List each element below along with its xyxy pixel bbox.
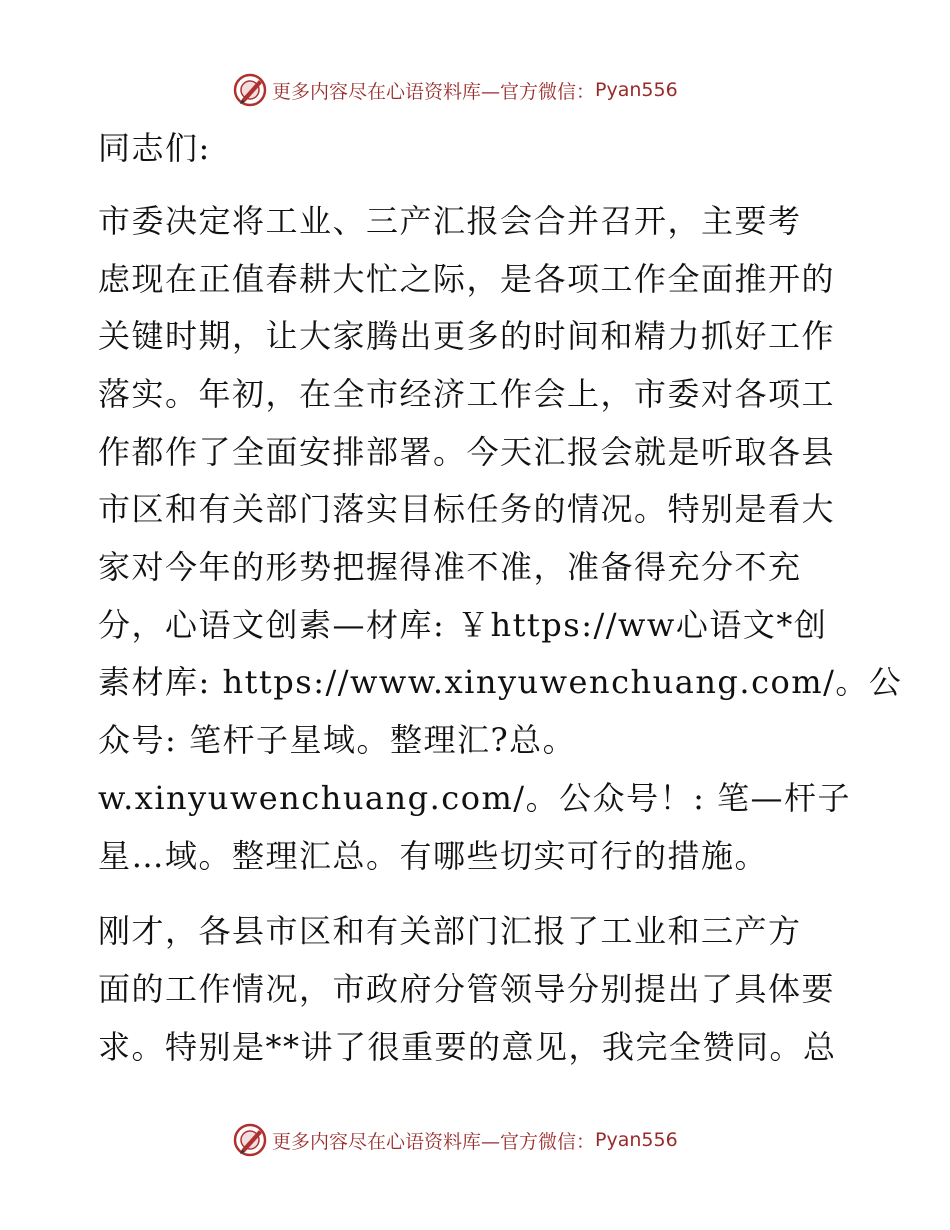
text-line: 市委决定将工业、三产汇报会合并召开，主要考 [98, 202, 802, 240]
text-line: 刚才，各县市区和有关部门汇报了工业和三产方 [98, 912, 802, 950]
text-line: 关键时期，让大家腾出更多的时间和精力抓好工作 [98, 317, 836, 355]
header-banner [232, 70, 678, 110]
text-line: 家对今年的形势把握得准不准，准备得充分不充 [98, 548, 802, 586]
text-line: 虑现在正值春耕大忙之际，是各项工作全面推开的 [98, 260, 836, 298]
salutation: 同志们: [98, 129, 211, 167]
text-line: 求。特别是**讲了很重要的意见，我完全赞同。总 [98, 1028, 837, 1066]
text-line: 素材库: https://www.xinyuwenchuang.com/。公 [98, 663, 903, 701]
text-line: 市区和有关部门落实目标任务的情况。特别是看大 [98, 490, 836, 528]
banner-text: 更多内容尽在心语资料库—官方微信： [272, 80, 596, 103]
text-line: 作都作了全面安排部署。今天汇报会就是听取各县 [98, 433, 836, 471]
text-line: 星…域。整理汇总。有哪些切实可行的措施。 [98, 837, 769, 875]
text-line: 面的工作情况，市政府分管领导分别提出了具体要 [98, 970, 836, 1008]
text-line: w.xinyuwenchuang.com/。公众号！: 笔—杆子 [98, 779, 852, 817]
text-line: 众号: 笔杆子星域。整理汇?总。 [98, 721, 577, 759]
text-line: 落实。年初，在全市经济工作会上，市委对各项工 [98, 375, 836, 413]
banner-handle: Pyan556 [595, 1129, 678, 1151]
text-line: 分，心语文创素—材库: ￥https://ww心语文*创 [98, 606, 828, 644]
banner-text: 更多内容尽在心语资料库—官方微信： [272, 1130, 596, 1153]
pen-logo-icon [232, 1122, 268, 1158]
pen-logo-icon [232, 72, 268, 108]
footer-banner [232, 1120, 678, 1160]
banner-handle: Pyan556 [595, 79, 678, 101]
